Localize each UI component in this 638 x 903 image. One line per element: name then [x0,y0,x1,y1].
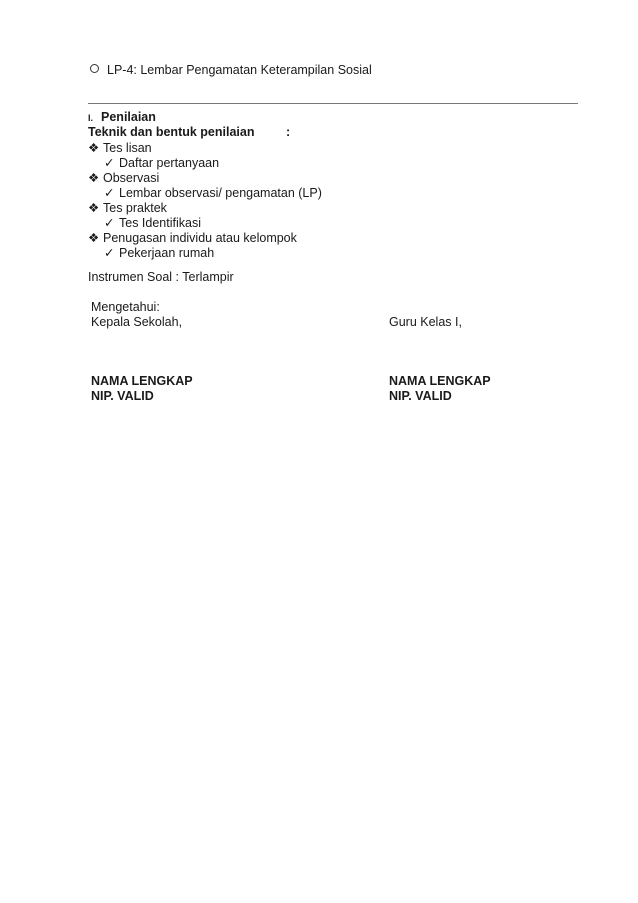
list-item-method [88,140,152,155]
principal-nip: NIP. VALID [91,389,154,403]
instrument-note: Instrumen Soal : Terlampir [88,270,234,284]
diamond-bullet-icon: ❖ [88,231,100,245]
principal-role: Kepala Sekolah, [91,315,183,329]
check-icon: ✓ [104,186,115,200]
lp-item-text: LP-4: Lembar Pengamatan Keterampilan Sosial [107,63,372,77]
diamond-bullet-icon: ❖ [88,201,100,215]
method-label: Tes lisan [103,141,152,155]
lp-item [90,63,372,77]
section-heading [88,110,156,124]
diamond-bullet-icon: ❖ [88,171,100,185]
teacher-role: Guru Kelas I, [389,315,462,329]
teacher-name: NAMA LENGKAP [389,374,491,388]
instrument-label: Lembar observasi/ pengamatan (LP) [119,186,322,200]
method-label: Observasi [103,171,160,185]
acknowledged-label: Mengetahui: [91,300,160,314]
list-item-method [88,230,297,245]
list-item-method [88,170,159,185]
teacher-nip: NIP. VALID [389,389,452,403]
list-item-method [88,200,167,215]
list-item-instrument [104,155,219,170]
section-subtitle: Teknik dan bentuk penilaian [88,125,255,139]
diamond-bullet-icon: ❖ [88,141,100,155]
section-subtitle-colon: : [286,125,291,139]
list-item-instrument [104,185,322,200]
check-icon: ✓ [104,246,115,260]
instrument-label: Daftar pertanyaan [119,156,220,170]
method-label: Tes praktek [103,201,167,215]
circle-bullet-icon [90,64,99,73]
check-icon: ✓ [104,216,115,230]
section-numeral: I. [88,113,94,123]
list-item-instrument [104,215,201,230]
divider [88,103,578,104]
section-title: Penilaian [101,110,156,124]
list-item-instrument [104,245,214,260]
method-label: Penugasan individu atau kelompok [103,231,297,245]
principal-name: NAMA LENGKAP [91,374,193,388]
instrument-label: Tes Identifikasi [119,216,201,230]
instrument-label: Pekerjaan rumah [119,246,215,260]
check-icon: ✓ [104,156,115,170]
